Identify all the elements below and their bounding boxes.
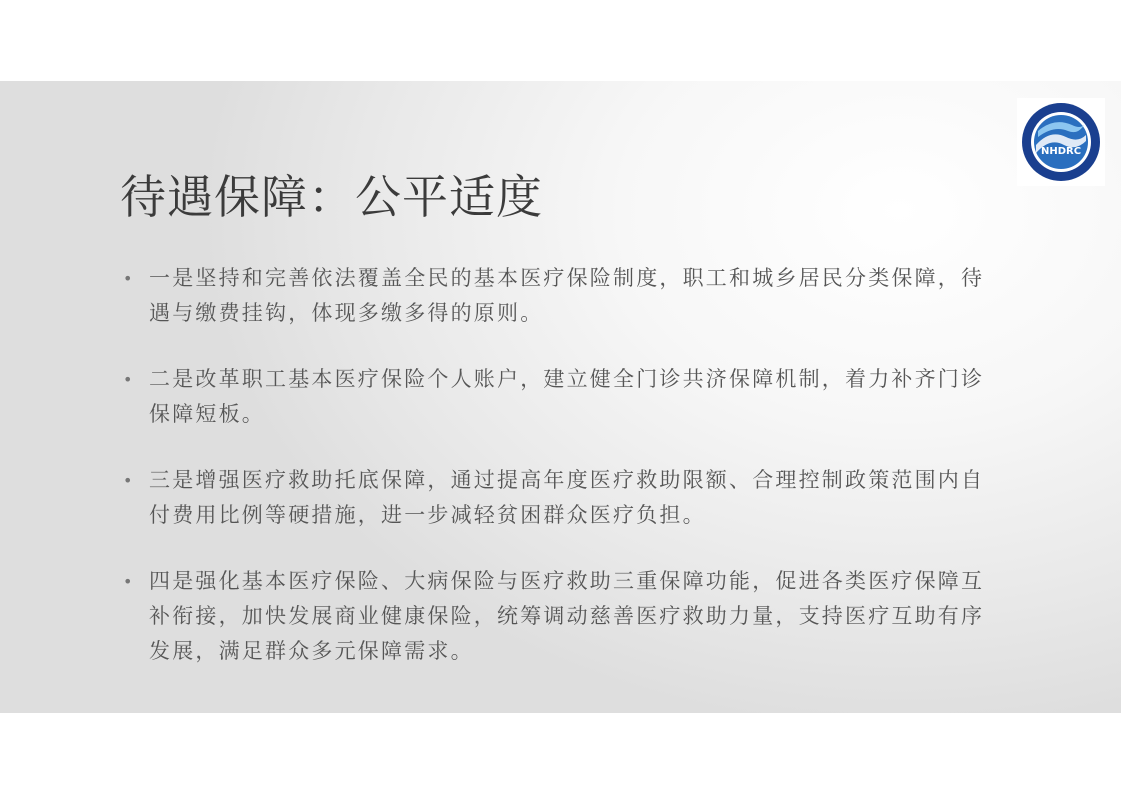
bullet-item xyxy=(122,362,1002,432)
bullet-dot-icon: • xyxy=(123,370,135,389)
bullet-dot-icon: • xyxy=(123,572,135,591)
nhdrc-logo xyxy=(1017,98,1105,186)
bullet-text: 三是增强医疗救助托底保障，通过提高年度医疗救助限额、合理控制政策范围内自付费用比例等硬措施，进一步减轻贫困群众医疗负担。 xyxy=(149,468,985,527)
bullet-list xyxy=(122,261,1002,700)
bullet-text: 四是强化基本医疗保险、大病保险与医疗救助三重保障功能，促进各类医疗保障互补衔接，加快发展商业健康保险，统筹调动慈善医疗救助力量，支持医疗互助有序发展，满足群众多元保障需求。 xyxy=(149,569,985,663)
bullet-dot-icon: • xyxy=(123,471,135,490)
nhdrc-emblem-icon xyxy=(1020,101,1102,183)
bullet-dot-icon: • xyxy=(123,269,135,288)
slide-title: 待遇保障：公平适度 xyxy=(120,170,543,224)
logo-text: NHDRC xyxy=(1040,146,1082,157)
bullet-item xyxy=(122,564,1002,669)
bullet-text: 二是改革职工基本医疗保险个人账户，建立健全门诊共济保障机制，着力补齐门诊保障短板。 xyxy=(149,367,985,426)
bullet-item xyxy=(122,463,1002,533)
bullet-item xyxy=(122,261,1002,331)
slide xyxy=(0,81,1121,713)
bullet-text: 一是坚持和完善依法覆盖全民的基本医疗保险制度，职工和城乡居民分类保障，待遇与缴费挂钩，体现多缴多得的原则。 xyxy=(149,266,985,325)
